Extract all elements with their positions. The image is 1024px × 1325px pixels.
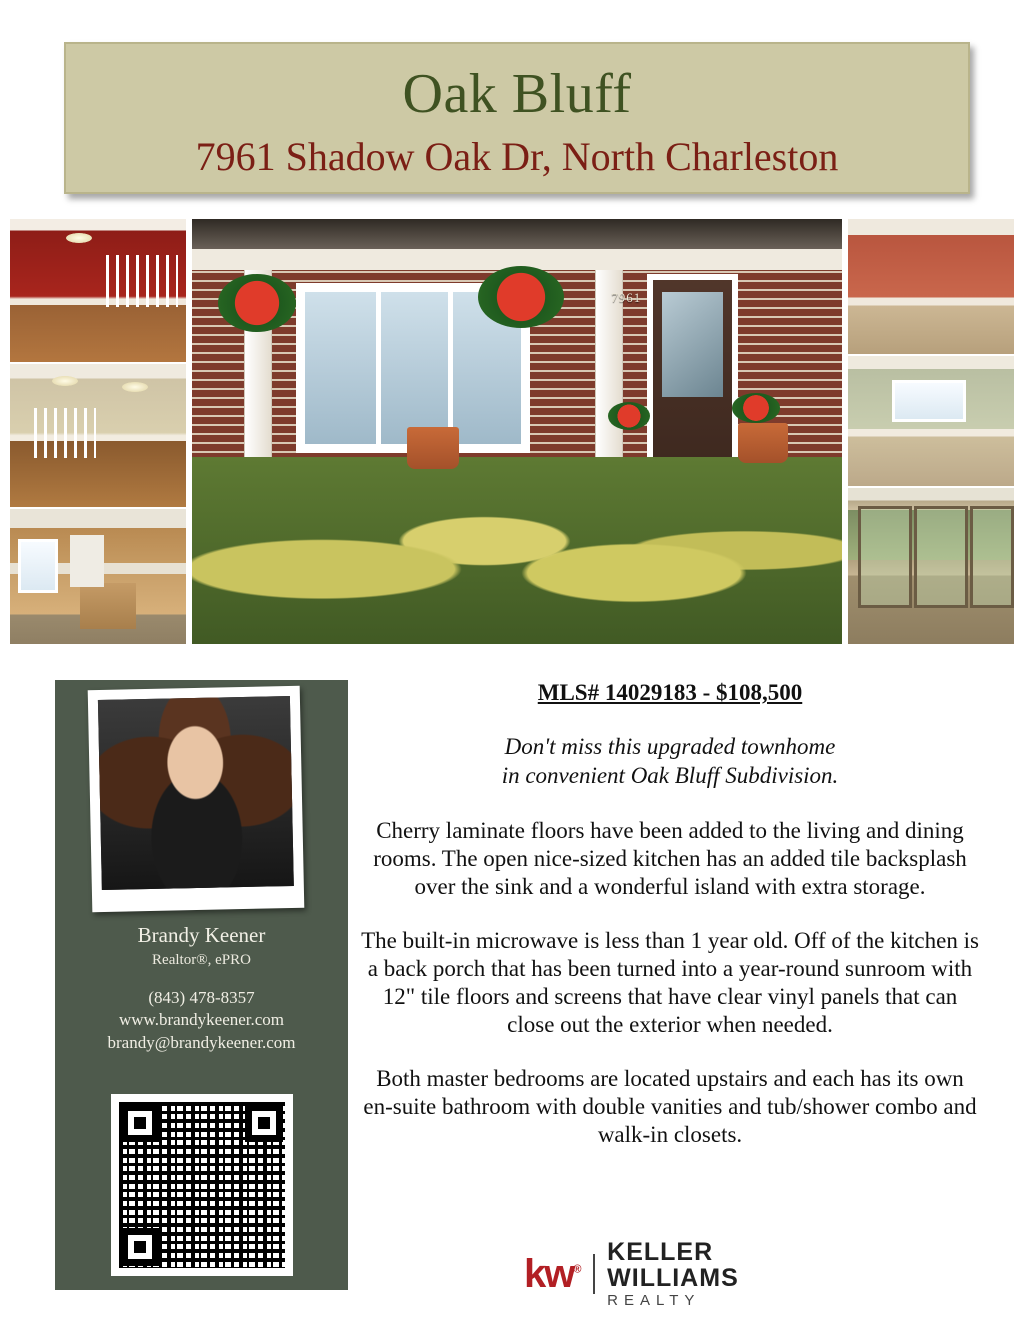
photo-living-room-staircase [10, 364, 186, 507]
photo-living-room-red-walls [10, 219, 186, 362]
ceiling-light-icon [66, 233, 92, 243]
front-shrubs [192, 457, 842, 644]
sunroom-screen-panel-left [858, 506, 912, 608]
qr-code[interactable] [111, 1094, 293, 1276]
potted-flowers-center [608, 402, 650, 430]
front-door [647, 274, 738, 478]
listing-tagline-line1: Don't miss this upgraded townhome [504, 734, 836, 759]
listing-details [360, 680, 980, 1175]
planter-pot-left [407, 427, 459, 469]
kw-wordmark [524, 1254, 581, 1294]
agent-phone[interactable]: (843) 478-8357 [148, 988, 255, 1007]
sunroom-screen-panel-right [970, 506, 1014, 608]
photo-collage [10, 219, 1014, 644]
agent-photo-frame [88, 686, 305, 912]
qr-code-pattern [119, 1102, 285, 1268]
photo-kitchen-island [10, 509, 186, 644]
listing-tagline-line2: in convenient Oak Bluff Subdivision. [501, 763, 839, 789]
listing-paragraph-2: The built-in microwave is less than 1 year old. Off of the kitchen is a back porch that has been turned into a year-round sunroom with 12" tile floors and screens that have clear vinyl panels that can close out the exterior when needed. [361, 928, 979, 1038]
logo-divider [593, 1254, 595, 1294]
brand-name-bottom: REALTY [607, 1292, 701, 1310]
photo-front-exterior [192, 219, 842, 644]
hanging-basket-center [478, 266, 564, 328]
ceiling-light-icon [52, 376, 78, 386]
planter-pot-right [738, 423, 788, 463]
listing-tagline [360, 732, 980, 791]
agent-email[interactable]: brandy@brandykeener.com [107, 1032, 296, 1052]
page-title: Oak Bluff [402, 63, 632, 125]
agent-contact [55, 987, 348, 1054]
qr-finder-top-right [245, 1104, 283, 1142]
listing-paragraph-3: Both master bedrooms are located upstairs and each has its own en-suite bathroom with double vanities and tub/shower combo and walk-in closets. [363, 1066, 977, 1148]
refrigerator [70, 535, 104, 587]
mls-price-heading: MLS# 14029183 - $108,500 [537, 680, 803, 705]
kw-mark-text: kw [524, 1252, 574, 1296]
roof-line [192, 219, 842, 249]
agent-headshot [98, 696, 294, 890]
listing-paragraph-1: Cherry laminate floors have been added to the living and dining rooms. The open nice-sized kitchen has an added tile backsplash over the sink and a wonderful island with extra storage. [373, 817, 967, 899]
hanging-basket-left [218, 274, 296, 332]
stair-railing [106, 255, 178, 307]
sunroom-screen-panel-center [914, 506, 968, 608]
header-banner [64, 42, 970, 194]
kitchen-window [18, 539, 58, 593]
agent-title: Realtor®, ePRO [152, 952, 251, 968]
house-number: 7961 [611, 290, 642, 306]
agent-card [55, 680, 348, 1290]
door-glass [662, 292, 722, 398]
qr-finder-top-left [121, 1104, 159, 1142]
agent-website[interactable]: www.brandykeener.com [118, 1010, 285, 1030]
photo-sunroom-screened-porch [848, 488, 1014, 644]
photo-bedroom-salmon-walls [848, 219, 1014, 354]
agent-name: Brandy Keener [137, 923, 266, 947]
bedroom-window [892, 380, 966, 422]
stair-railing [34, 408, 96, 458]
brand-name-top: KELLER WILLIAMS [607, 1237, 739, 1293]
brand-name [607, 1239, 814, 1309]
photo-bedroom-green-walls [848, 356, 1014, 486]
qr-finder-bottom-left [121, 1228, 159, 1266]
property-address: 7961 Shadow Oak Dr, North Charleston [195, 134, 839, 179]
keller-williams-logo [524, 1237, 814, 1310]
ceiling-light-icon [122, 382, 148, 392]
potted-flowers-right [732, 393, 780, 423]
kitchen-island-counter [80, 583, 136, 629]
registered-mark: ® [573, 1263, 582, 1276]
